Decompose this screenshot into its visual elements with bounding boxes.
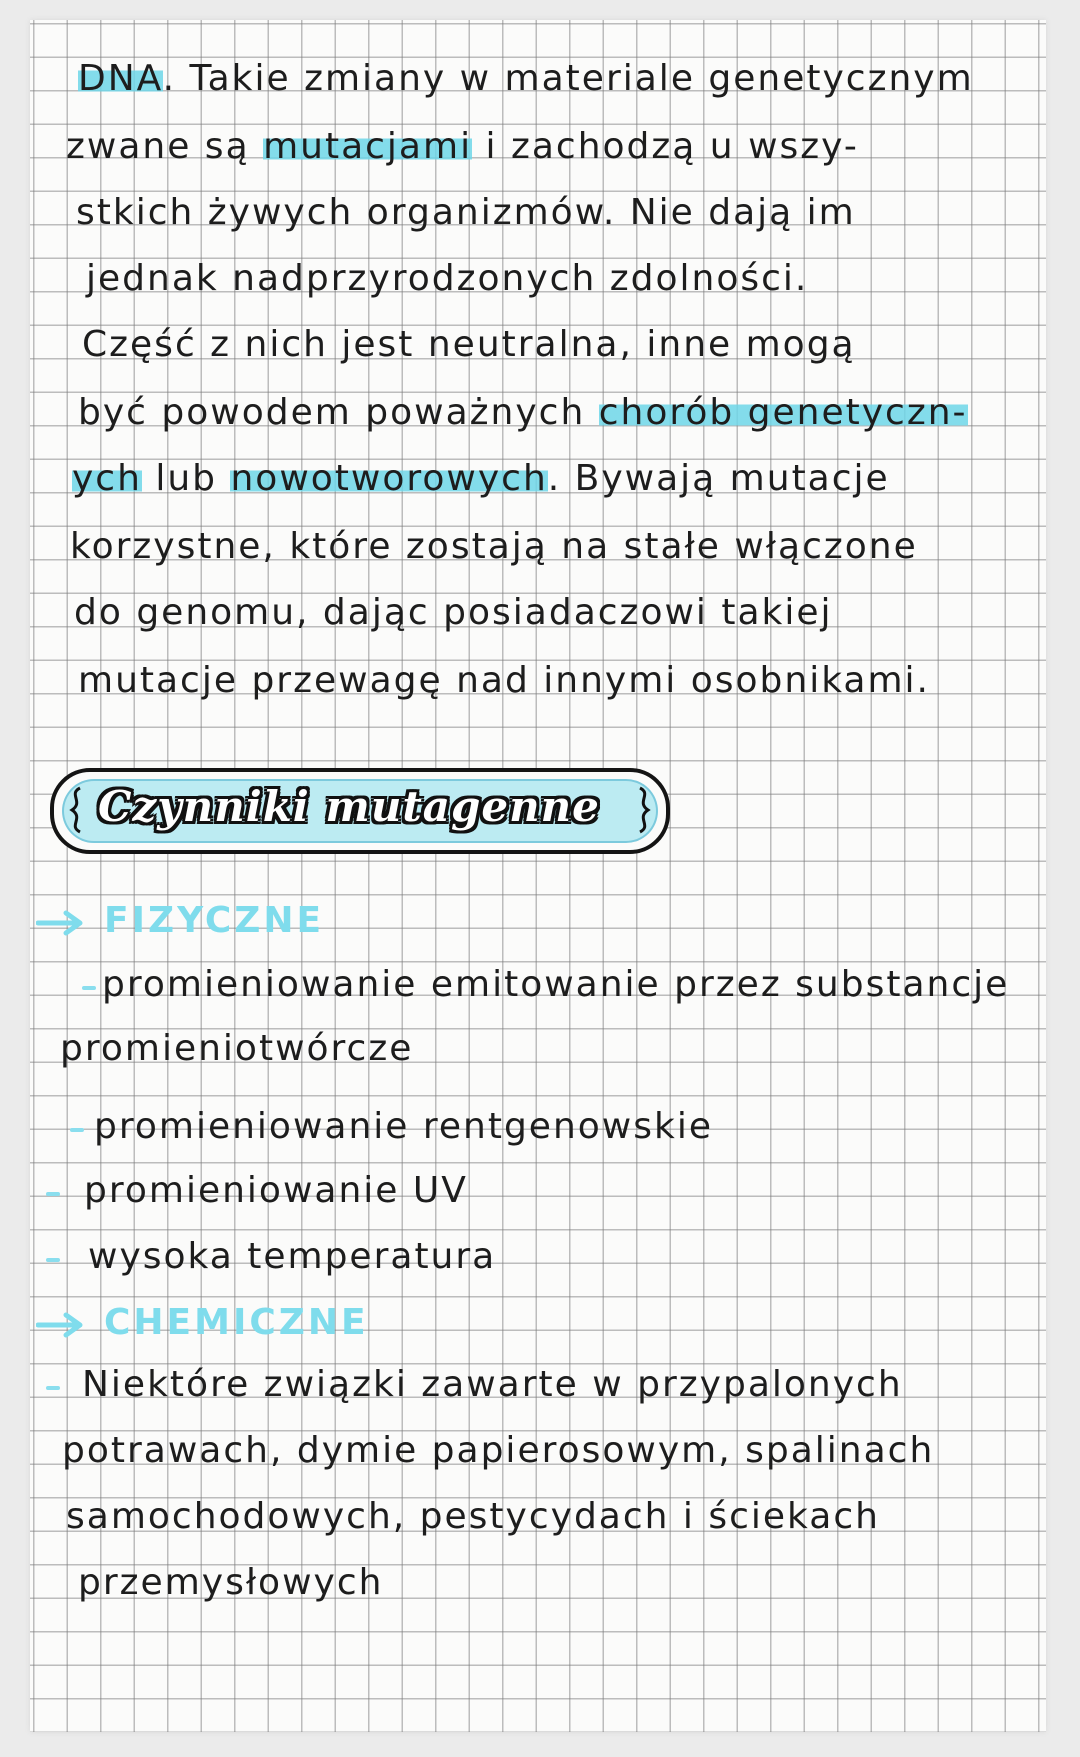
list-item: Niektóre związki zawarte w przypalonych — [82, 1364, 903, 1405]
paragraph-text: lub — [141, 458, 231, 499]
paragraph-text: i zachodzą u wszy- — [472, 126, 859, 167]
arrow-right-icon — [36, 1310, 88, 1340]
left-swirl-icon — [66, 786, 88, 834]
list-item: promieniowanie emitowanie przez substancje — [102, 964, 1010, 1005]
list-item-continuation: przemysłowych — [78, 1562, 384, 1603]
paragraph-text: być powodem poważnych — [78, 392, 599, 433]
paragraph-line-1 — [78, 58, 974, 99]
list-item: promieniowanie rentgenowskie — [94, 1106, 713, 1147]
heading-title: Czynniki mutagenne — [98, 782, 600, 831]
paragraph-text: korzystne, które zostają na stałe włączone — [70, 526, 918, 567]
highlighted-term-genetic-diseases: chorób genetyczn- — [598, 392, 968, 433]
list-bullet — [70, 1128, 84, 1132]
list-item-continuation: potrawach, dymie papierosowym, spalinach — [62, 1430, 935, 1471]
list-bullet — [46, 1258, 60, 1262]
notebook-page — [30, 20, 1046, 1732]
paragraph-text: stkich żywych organizmów. Nie dają im — [76, 192, 856, 233]
paragraph-line-5 — [82, 324, 856, 365]
list-item-continuation: promieniotwórcze — [60, 1028, 414, 1069]
list-bullet — [46, 1192, 60, 1196]
highlighted-term-cancer: nowotworowych — [230, 458, 548, 499]
paragraph-line-8 — [70, 526, 918, 567]
list-item: wysoka temperatura — [88, 1236, 497, 1277]
paragraph-text: jednak nadprzyrodzonych zdolności. — [86, 258, 809, 299]
paragraph-line-10 — [78, 660, 930, 701]
section-label-physical: FIZYCZNE — [104, 900, 325, 941]
right-swirl-icon — [632, 786, 654, 834]
section-heading — [50, 768, 670, 854]
paragraph-text: mutacje przewagę nad innymi osobnikami. — [78, 660, 930, 701]
paragraph-text: zwane są — [66, 126, 264, 167]
paragraph-text: . Bywają mutacje — [547, 458, 890, 499]
paragraph-line-6 — [78, 392, 968, 433]
highlighted-term-ych: ych — [72, 458, 142, 499]
paragraph-text: . Takie zmiany w materiale genetycznym — [162, 58, 974, 99]
list-bullet — [82, 986, 96, 990]
highlighted-term-dna: DNA — [78, 58, 163, 99]
paragraph-line-3 — [76, 192, 856, 233]
highlighted-term-mutations: mutacjami — [263, 126, 473, 167]
list-bullet — [46, 1386, 60, 1390]
section-label-chemical: CHEMICZNE — [104, 1302, 369, 1343]
paragraph-text: Część z nich jest neutralna, inne mogą — [82, 324, 856, 365]
paragraph-line-7 — [72, 458, 890, 499]
paragraph-text: do genomu, dając posiadaczowi takiej — [74, 592, 833, 633]
list-item-continuation: samochodowych, pestycydach i ściekach — [66, 1496, 880, 1537]
arrow-right-icon — [36, 908, 88, 938]
paragraph-line-9 — [74, 592, 833, 633]
paragraph-line-4 — [86, 258, 808, 299]
paragraph-line-2 — [66, 126, 859, 167]
list-item: promieniowanie UV — [84, 1170, 468, 1211]
